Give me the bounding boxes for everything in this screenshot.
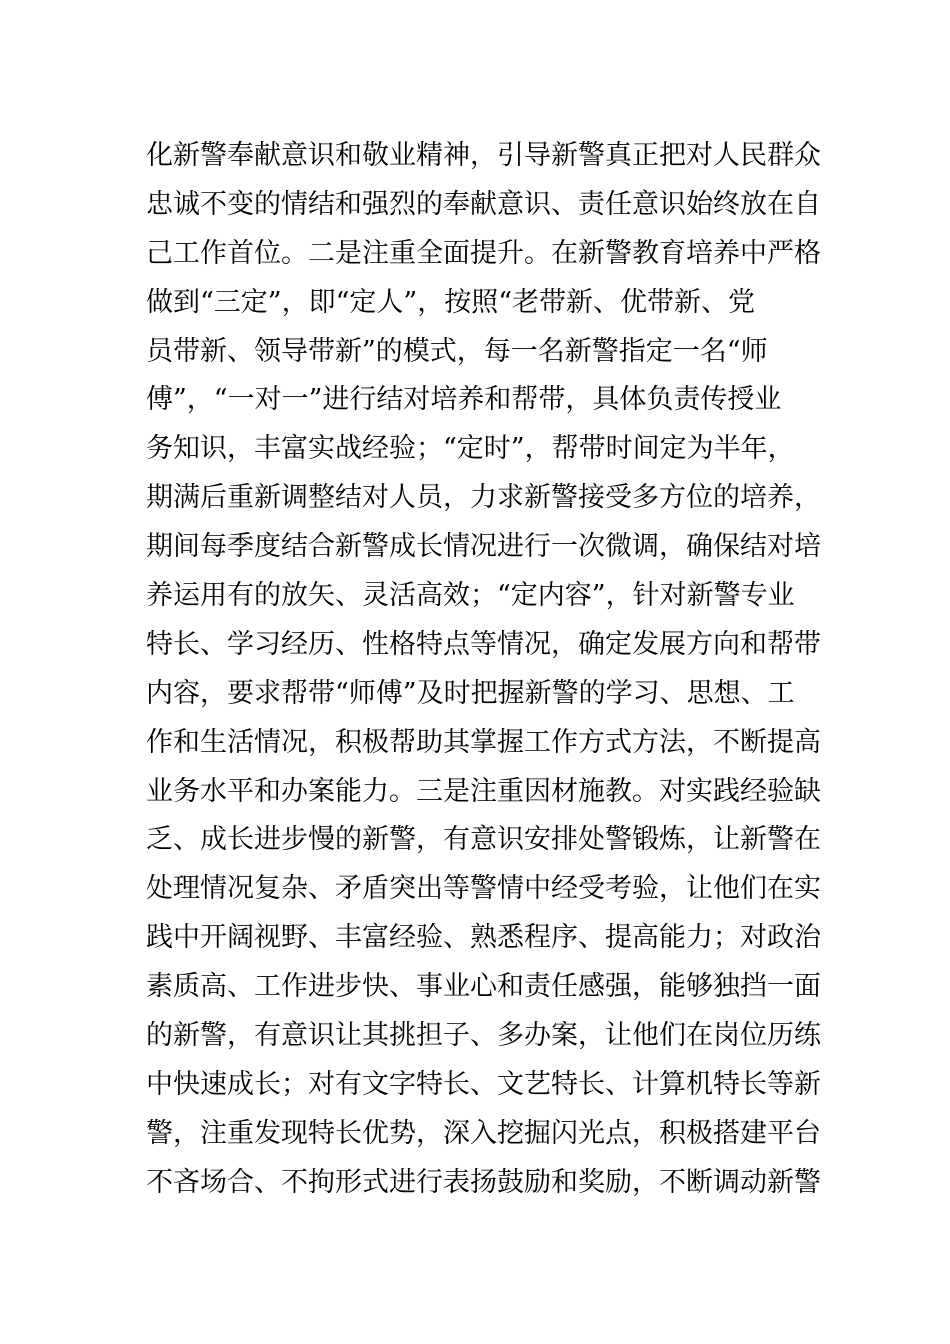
text-line: 期间每季度结合新警成长情况进行一次微调，确保结对培 (146, 531, 821, 563)
text-line: 做到“三定”，即“定人”，按照“老带新、优带新、党 (146, 286, 756, 318)
text-line: 忠诚不变的情结和强烈的奉献意识、责任意识始终放在自 (146, 188, 821, 220)
text-line: 养运用有的放矢、灵活高效；“定内容”，针对新警专业 (146, 580, 795, 612)
text-line: 务知识，丰富实战经验；“定时”，帮带时间定为半年， (146, 433, 795, 465)
text-line: 员带新、领导带新”的模式，每一名新警指定一名“师 (146, 335, 768, 367)
text-line: 素质高、工作进步快、事业心和责任感强，能够独挡一面 (146, 971, 821, 1003)
text-line: 傅”，“一对一”进行结对培养和帮带，具体负责传授业 (146, 384, 782, 416)
text-line: 警，注重发现特长优势，深入挖掘闪光点，积极搭建平台 (146, 1117, 821, 1149)
text-line: 期满后重新调整结对人员，力求新警接受多方位的培养， (146, 482, 821, 514)
text-line: 作和生活情况，积极帮助其掌握工作方式方法，不断提高 (146, 726, 821, 758)
text-line: 的新警，有意识让其挑担子、多办案，让他们在岗位历练 (146, 1020, 821, 1052)
text-line: 不吝场合、不拘形式进行表扬鼓励和奖励，不断调动新警 (146, 1166, 821, 1198)
text-line: 特长、学习经历、性格特点等情况，确定发展方向和帮带 (146, 628, 821, 660)
text-line: 处理情况复杂、矛盾突出等警情中经受考验，让他们在实 (146, 873, 821, 905)
text-line: 化新警奉献意识和敬业精神，引导新警真正把对人民群众 (146, 140, 821, 171)
body-paragraph (146, 132, 826, 1208)
text-line: 乏、成长进步慢的新警，有意识安排处警锻炼，让新警在 (146, 824, 821, 856)
text-line: 业务水平和办案能力。三是注重因材施教。对实践经验缺 (146, 775, 821, 807)
text-line: 中快速成长；对有文字特长、文艺特长、计算机特长等新 (146, 1068, 821, 1100)
text-line: 践中开阔视野、丰富经验、熟悉程序、提高能力；对政治 (146, 922, 821, 954)
text-line: 内容，要求帮带“师傅”及时把握新警的学习、思想、工 (146, 677, 795, 709)
text-line: 己工作首位。二是注重全面提升。在新警教育培养中严格 (146, 237, 821, 269)
